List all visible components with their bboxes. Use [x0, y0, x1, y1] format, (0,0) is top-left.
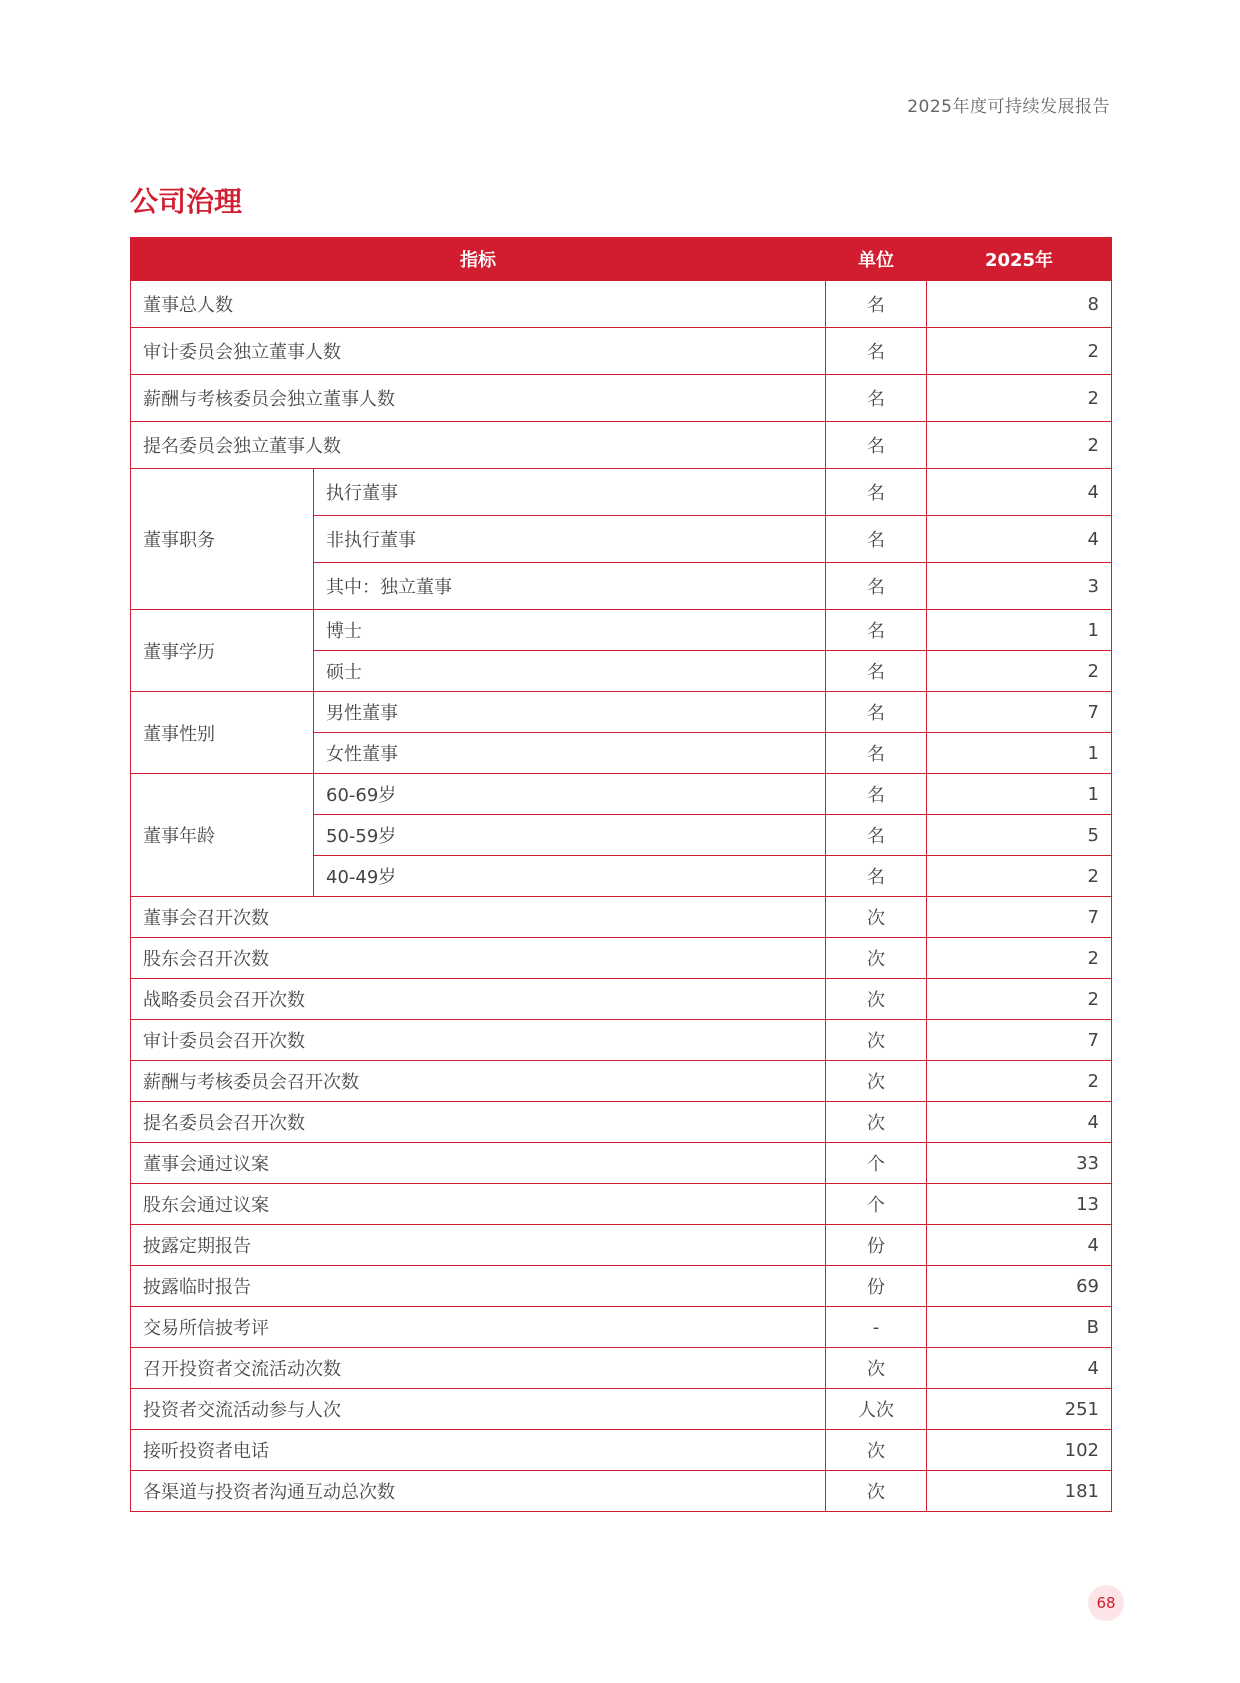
table-row [131, 1389, 1112, 1430]
unit-cell: 名 [826, 815, 927, 856]
indicator-cell: 薪酬与考核委员会独立董事人数 [131, 375, 826, 422]
table-row [131, 375, 1112, 422]
value-cell: 8 [927, 281, 1112, 328]
table-row [131, 1102, 1112, 1143]
unit-cell: 名 [826, 516, 927, 563]
indicator-cell: 提名委员会召开次数 [131, 1102, 826, 1143]
table-row [131, 422, 1112, 469]
unit-cell: 人次 [826, 1389, 927, 1430]
table-row [131, 1348, 1112, 1389]
value-cell: 1 [927, 733, 1112, 774]
unit-cell: 个 [826, 1184, 927, 1225]
indicator-cell: 女性董事 [314, 733, 826, 774]
indicator-cell: 股东会召开次数 [131, 938, 826, 979]
indicator-cell: 审计委员会召开次数 [131, 1020, 826, 1061]
table-row [131, 1184, 1112, 1225]
indicator-cell: 其中：独立董事 [314, 563, 826, 610]
value-cell: 7 [927, 692, 1112, 733]
indicator-cell: 董事会通过议案 [131, 1143, 826, 1184]
unit-cell: 次 [826, 1020, 927, 1061]
indicator-cell: 股东会通过议案 [131, 1184, 826, 1225]
indicator-cell: 50-59岁 [314, 815, 826, 856]
value-cell: 5 [927, 815, 1112, 856]
indicator-cell: 非执行董事 [314, 516, 826, 563]
indicator-cell: 硕士 [314, 651, 826, 692]
value-cell: 1 [927, 610, 1112, 651]
group-cell-director-education: 董事学历 [131, 610, 314, 692]
unit-cell: 名 [826, 610, 927, 651]
page-title: 公司治理 [130, 185, 243, 218]
indicator-cell: 男性董事 [314, 692, 826, 733]
unit-cell: 次 [826, 1102, 927, 1143]
unit-cell: 份 [826, 1266, 927, 1307]
value-cell: 2 [927, 422, 1112, 469]
indicator-cell: 各渠道与投资者沟通互动总次数 [131, 1471, 826, 1512]
indicator-cell: 董事总人数 [131, 281, 826, 328]
value-cell: 2 [927, 979, 1112, 1020]
report-header-title: 2025年度可持续发展报告 [907, 97, 1110, 117]
indicator-cell: 董事会召开次数 [131, 897, 826, 938]
group-cell-director-age: 董事年龄 [131, 774, 314, 897]
unit-cell: 名 [826, 328, 927, 375]
value-cell: 1 [927, 774, 1112, 815]
table-row [131, 692, 1112, 733]
table-row [131, 328, 1112, 375]
group-cell-director-role: 董事职务 [131, 469, 314, 610]
unit-cell: 名 [826, 733, 927, 774]
page-number-badge: 68 [1088, 1585, 1124, 1621]
unit-cell: - [826, 1307, 927, 1348]
column-header-indicator: 指标 [131, 238, 826, 281]
value-cell: 33 [927, 1143, 1112, 1184]
unit-cell: 个 [826, 1143, 927, 1184]
indicator-cell: 博士 [314, 610, 826, 651]
indicator-cell: 战略委员会召开次数 [131, 979, 826, 1020]
table-row [131, 1471, 1112, 1512]
table-row [131, 1020, 1112, 1061]
indicator-cell: 投资者交流活动参与人次 [131, 1389, 826, 1430]
indicator-cell: 交易所信披考评 [131, 1307, 826, 1348]
value-cell: 13 [927, 1184, 1112, 1225]
indicator-cell: 披露临时报告 [131, 1266, 826, 1307]
unit-cell: 名 [826, 856, 927, 897]
value-cell: 2 [927, 856, 1112, 897]
value-cell: 4 [927, 1102, 1112, 1143]
value-cell: 7 [927, 897, 1112, 938]
table-row [131, 979, 1112, 1020]
unit-cell: 次 [826, 1348, 927, 1389]
value-cell: 2 [927, 328, 1112, 375]
unit-cell: 次 [826, 897, 927, 938]
table-row [131, 610, 1112, 651]
table-row [131, 469, 1112, 516]
unit-cell: 次 [826, 1061, 927, 1102]
table-row [131, 1225, 1112, 1266]
indicator-cell: 召开投资者交流活动次数 [131, 1348, 826, 1389]
value-cell: 4 [927, 469, 1112, 516]
indicator-cell: 披露定期报告 [131, 1225, 826, 1266]
indicator-cell: 40-49岁 [314, 856, 826, 897]
indicator-cell: 执行董事 [314, 469, 826, 516]
value-cell: 4 [927, 1348, 1112, 1389]
unit-cell: 名 [826, 422, 927, 469]
unit-cell: 份 [826, 1225, 927, 1266]
table-header-row [131, 238, 1112, 281]
unit-cell: 次 [826, 1430, 927, 1471]
table-row [131, 281, 1112, 328]
value-cell: 2 [927, 651, 1112, 692]
indicator-cell: 接听投资者电话 [131, 1430, 826, 1471]
value-cell: 3 [927, 563, 1112, 610]
value-cell: 7 [927, 1020, 1112, 1061]
value-cell: 102 [927, 1430, 1112, 1471]
unit-cell: 名 [826, 469, 927, 516]
table-row [131, 938, 1112, 979]
table-row [131, 774, 1112, 815]
table-row [131, 1307, 1112, 1348]
table-row [131, 1061, 1112, 1102]
table-row [131, 1430, 1112, 1471]
unit-cell: 名 [826, 563, 927, 610]
value-cell: B [927, 1307, 1112, 1348]
value-cell: 2 [927, 375, 1112, 422]
indicator-cell: 提名委员会独立董事人数 [131, 422, 826, 469]
value-cell: 181 [927, 1471, 1112, 1512]
column-header-unit: 单位 [826, 238, 927, 281]
table-row [131, 1143, 1112, 1184]
governance-table [130, 237, 1112, 1512]
unit-cell: 名 [826, 692, 927, 733]
indicator-cell: 审计委员会独立董事人数 [131, 328, 826, 375]
unit-cell: 名 [826, 774, 927, 815]
table-row [131, 897, 1112, 938]
unit-cell: 次 [826, 1471, 927, 1512]
value-cell: 4 [927, 1225, 1112, 1266]
unit-cell: 名 [826, 651, 927, 692]
value-cell: 251 [927, 1389, 1112, 1430]
value-cell: 4 [927, 516, 1112, 563]
group-cell-director-gender: 董事性别 [131, 692, 314, 774]
column-header-year: 2025年 [927, 238, 1112, 281]
value-cell: 2 [927, 1061, 1112, 1102]
unit-cell: 名 [826, 281, 927, 328]
unit-cell: 次 [826, 979, 927, 1020]
unit-cell: 名 [826, 375, 927, 422]
table-row [131, 1266, 1112, 1307]
indicator-cell: 60-69岁 [314, 774, 826, 815]
value-cell: 69 [927, 1266, 1112, 1307]
value-cell: 2 [927, 938, 1112, 979]
unit-cell: 次 [826, 938, 927, 979]
indicator-cell: 薪酬与考核委员会召开次数 [131, 1061, 826, 1102]
